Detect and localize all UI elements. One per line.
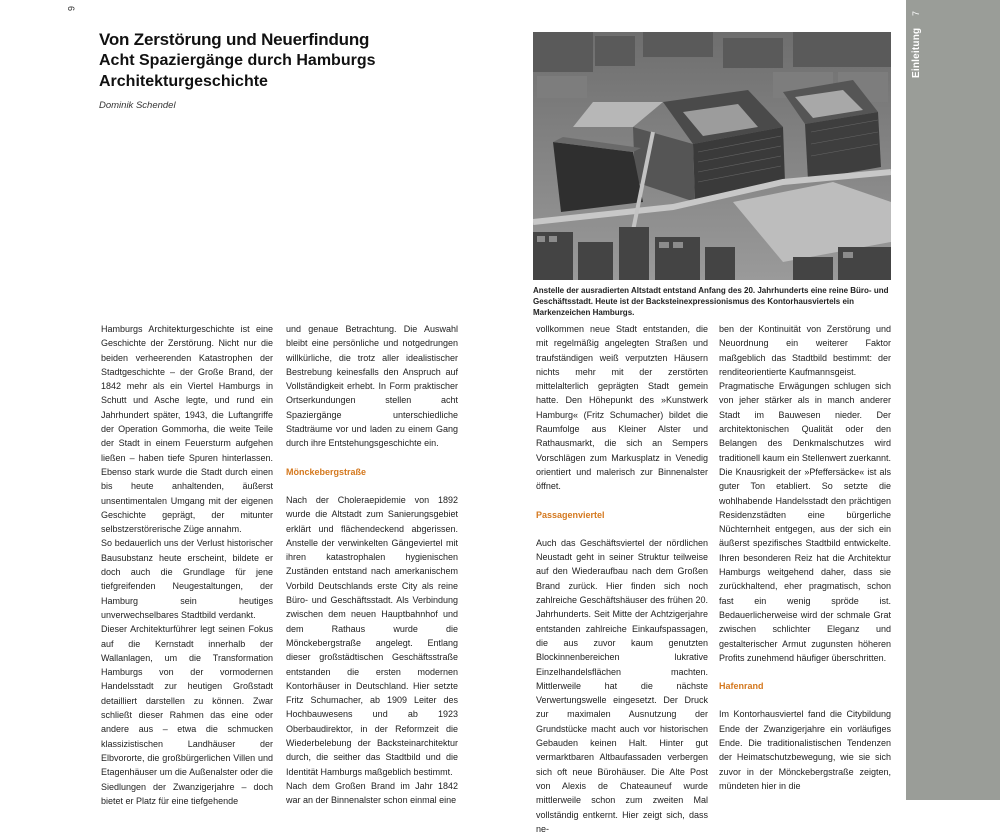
paragraph: und genaue Betrachtung. Die Auswahl bleibt eine persönliche und notgedrungen willkürliche, die trotz aller idealistischer Bestrebung keinesfalls den Anspruch auf Vollständigkeit erhebt. In Form praktischer Ortserkundungen stellen acht Spaziergänge unterschiedliche Stadträume vor und laden zu einem Gang durch ihre Entstehungsgeschichte ein.: [286, 324, 458, 449]
photo-caption: Anstelle der ausradierten Altstadt entstand Anfang des 20. Jahrhunderts eine reine Büro- und Geschäftsstadt. Heute ist der Backsteinexpressionismus des Kontorhausviertels ein Markenzeichen Hamburgs.: [533, 286, 889, 317]
paragraph: Im Kontorhausviertel fand die Citybildung Ende der Zwanzigerjahre ein vorläufiges Ende. Die traditionalistischen Tendenzen der Heimatschutzbewegung, wie sie sich zuvor in der Mönckebergstraße zeigten, mündeten hier in die: [719, 709, 891, 791]
text-column-4: [719, 322, 891, 793]
text-column-1: [101, 322, 273, 808]
paragraph: ben der Kontinuität von Zerstörung und Neuordnung ein weiterer Faktor maßgeblich das Stadtbild bestimmt: der renditeorientierte Kaufmannsgeist.: [719, 324, 891, 377]
article-title: Von Zerstörung und Neuerfindung: [99, 30, 370, 49]
paragraph: So bedauerlich uns der Verlust historischer Bausubstanz heute erscheint, bildete er doch auch die Grundlage für jene tiefgreifenden Neugestaltungen, der Hamburg sein heutiges unverwechselbares Stadtbild verdankt.: [101, 538, 273, 620]
article-header: [99, 29, 479, 111]
aerial-photo: [533, 32, 891, 280]
aerial-photo-illustration: [533, 32, 891, 280]
section-heading-passagenviertel: Passagenviertel: [536, 509, 605, 520]
paragraph: Nach der Choleraepidemie von 1892 wurde die Altstadt zum Sanierungsgebiet erklärt und flächendeckend abgerissen. Anstelle der verwinkelten Gängeviertel mit ihren katastrophalen hygienischen Zuständen entstand nach amerkanischem Vorbild Deutschlands erste City als reine Büro- und Geschäftsstadt. Als Verbindung zwischen dem neuen Hauptbahnhof und dem Rathaus wurde die Mönckebergstraße angelegt. Entlang dieser großstädtischen Geschäftsstraße entstanden die ersten modernen Kontorhäuser in Deutschland. Hier setzte Fritz Schumacher, ab 1909 Leiter des Hochbauwesens und ab 1923 Oberbaudirektor, in der Reformzeit die Wiederbelebung der Backsteinarchitektur durch, die seither das Stadtbild und die Identität Hamburgs maßgeblich bestimmt.: [286, 494, 458, 777]
text-column-2: [286, 322, 458, 808]
paragraph: Nach dem Großen Brand im Jahr 1842 war an der Binnenalster schon einmal eine: [286, 780, 458, 806]
article-subtitle: Acht Spaziergänge durch Hamburgs Architekturgeschichte: [99, 52, 376, 90]
section-heading-moenckebergstrasse: Mönckebergstraße: [286, 466, 367, 477]
section-side-bar: [906, 0, 1000, 800]
section-label: Einleitung: [911, 27, 922, 78]
paragraph: Hamburgs Architekturgeschichte ist eine Geschichte der Zerstörung. Nicht nur die beiden verheerenden Katastrophen der Stadtgeschichte – der Große Brand, der 1842 mehr als ein Viertel Hamburgs in Schutt und Asche legte, und rund ein Jahrhundert später, 1943, die Luftangriffe der Operation Gommorha, die weite Teile der Stadt in einem Feuersturm aufgehen ließen – haben tiefe Spuren hinterlassen. Ebenso stark wurde die Stadt durch einen bis heute anhaltenden, äußerst unsentimentalen Umgang mit der eigenen Geschichte geprägt, der mitunter selbstzerstörerische Züge annahm.: [101, 324, 273, 535]
paragraph: Auch das Geschäftsviertel der nördlichen Neustadt geht in seiner Struktur teilweise auf den Wiederaufbau nach dem Großen Brand zurück. Hier finden sich noch zahlreiche Geschäftshäuser des frühen 20. Jahrhunderts. Seit Mitte der Achtzigerjahre entstanden zahlreiche Einkaufspassagen, die aus zuvor kaum genutzten Blockinnenbereichen lukrative Einzelhandelsflächen machten. Mittlerweile hat die nächste Verwertungswelle eingesetzt. Der Druck zur maximalen Ausnutzung der Grundstücke macht auch vor historischen Gebauden keinen Halt. Hinter gut vermarktbaren Altbaufassaden verbergen sich oft neue Bürohäuser. Die Alte Post von Alexis de Chateauneuf wurde mittlerweile schon zum zweiten Mal vollständig entkernt. Hier zeigt sich, dass ne-: [536, 537, 708, 834]
right-page-number: 7: [911, 10, 921, 16]
section-heading-hafenrand: Hafenrand: [719, 681, 764, 692]
paragraph: Pragmatische Erwägungen schlugen sich von jeher stärker als in manch anderer Stadt im Bauwesen nieder. Der architektonischen Qualität oder den Belangen des Denkmalschutzes wird traditionell kaum ein Stellenwert zuerkannt. Die Knausrigkeit der »Pfeffersäcke« ist als guter Ton etabliert. So setzte die wohlhabende Handelsstadt den prächtigen Residenzstädten eine bürgerliche Nüchternheit entgegen, aus der sich ein äußerst spezifisches Stadtbild entwickelte. Ihren besonderen Reiz hat die Architektur Hamburgs weitgehend daher, dass sie zurückhaltend, eher pragmatisch, schon fast ein wenig spröde ist. Bedauerlicherweise wird der schmale Grat zwischen schlichter Eleganz und gestalterischer Armut zugunsten höheren Profits zunehmend häufiger überschritten.: [719, 381, 891, 663]
paragraph: Dieser Architekturführer legt seinen Fokus auf die Kernstadt innerhalb der Wallanlagen, um die Transformation Hamburgs von der vormodernen Handelsstadt zur heutigen Großstadt detailliert darstellen zu können. Zwar schließt dieser Rahmen das eine oder andere aus – etwa die schmucken klassizistischen Landhäuser der Elbvororte, die großbürgerlichen Villen und Etagenhäuser um die Außenalster oder die Siedlungen der Zwanzigerjahre – doch bietet er Platz für eine tiefgehende: [101, 624, 273, 806]
text-column-3: [536, 322, 708, 836]
left-page-number: 6: [66, 6, 76, 12]
author-name: Dominik Schendel: [99, 100, 176, 111]
paragraph: vollkommen neue Stadt entstanden, die mit regelmäßig angelegten Straßen und traufständigen weiß verputzten Häusern nichts mehr mit der zerstörten mittelalterlich geprägten Stadt gemein hatte. Den Höhepunkt des »Kunstwerk Hamburg« (Fritz Schumacher) bildet die Raumfolge aus Kleiner Alster und Rathausmarkt, die sich an Sempers Vorschlägen zum Markusplatz in Venedig orientiert und malerisch zur Binnenalster öffnet.: [536, 324, 708, 492]
